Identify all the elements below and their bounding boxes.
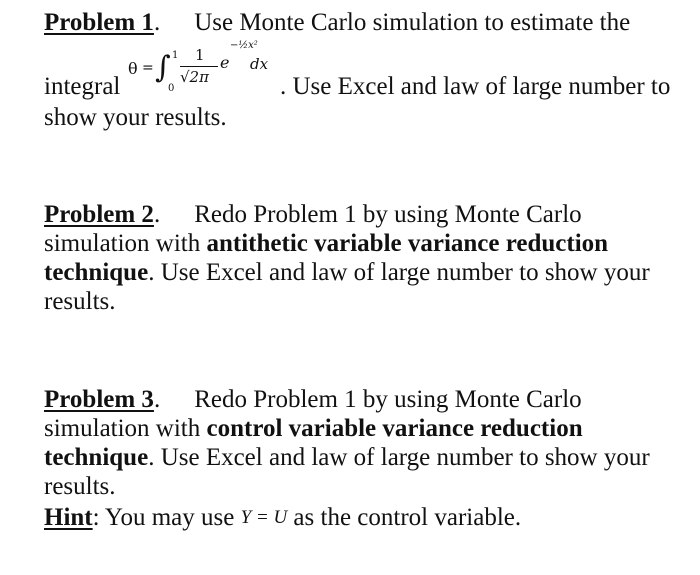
hint-label: Hint (44, 504, 93, 531)
problem-3-line-4: results. (44, 473, 116, 500)
problem-1-text-line-3: show your results. (44, 104, 227, 131)
integral-sign: ∫ (155, 50, 171, 85)
problem-1-text-after-equation: . Use Excel and law of large number to (280, 73, 671, 100)
hint-formula: Y = U (240, 507, 288, 528)
problem-3-text-line-1: Redo Problem 1 by using Monte Carlo (194, 386, 582, 413)
fraction-bar (180, 66, 218, 67)
problem-1-heading: Problem 1 (44, 9, 154, 36)
problem-2-line-1 (44, 200, 582, 230)
problem-3-technique-word: technique (44, 444, 149, 471)
fraction-numerator: 1 (195, 46, 205, 64)
problem-1-word-integral: integral (44, 73, 121, 100)
equation-theta: θ (128, 59, 138, 78)
problem-2-technique-name: antithetic variable variance reduction (206, 230, 609, 257)
hint-text-after: as the control variable. (287, 504, 522, 531)
integral-lower-limit: 0 (168, 83, 175, 94)
problem-3-line-1 (44, 385, 582, 415)
problem-1-heading-punct: . (153, 9, 161, 36)
problem-2-heading: Problem 2 (44, 201, 154, 228)
problem-2-line-2-plain: simulation with (44, 230, 207, 257)
hint-text-before: : You may use (92, 504, 241, 531)
integral-upper-limit: 1 (172, 50, 179, 61)
equation-differential: dx (250, 55, 269, 73)
problem-3-technique-name: control variable variance reduction (206, 415, 583, 442)
problem-1-line-1 (44, 8, 630, 38)
fraction-denominator: √2π (180, 68, 209, 86)
problem-3-hint-line (44, 503, 521, 533)
exponential-base: e (220, 53, 230, 72)
integral-equation (128, 38, 278, 104)
problem-2-heading-punct: . (153, 201, 161, 228)
equation-equals: = (142, 60, 154, 76)
problem-1-text-line-1: Use Monte Carlo simulation to estimate the (194, 9, 631, 36)
problem-2-line-3 (44, 258, 650, 288)
problem-3-line-2 (44, 414, 583, 444)
problem-2-technique-word: technique (44, 259, 149, 286)
problem-3-line-2-plain: simulation with (44, 415, 207, 442)
problem-2-line-2 (44, 229, 608, 259)
problem-3-line-3 (44, 443, 650, 473)
problem-2-line-3-plain: . Use Excel and law of large number to show your (148, 259, 650, 286)
problem-3-heading-punct: . (153, 386, 161, 413)
problem-3-line-3-plain: . Use Excel and law of large number to show your (148, 444, 650, 471)
problem-3-heading: Problem 3 (44, 386, 154, 413)
problem-2-text-line-1: Redo Problem 1 by using Monte Carlo (194, 201, 582, 228)
problem-2-line-4: results. (44, 288, 116, 315)
exponential-exponent: −½x² (230, 40, 258, 51)
